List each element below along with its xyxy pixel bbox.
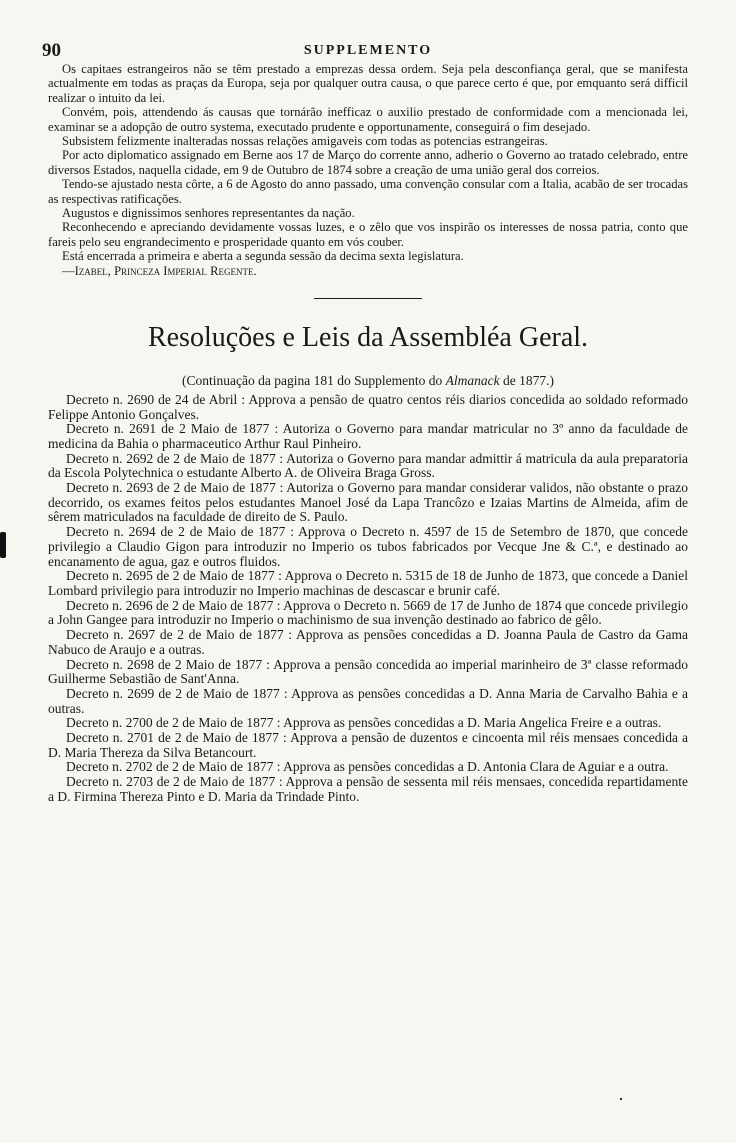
decree-entry: Decreto n. 2696 de 2 de Maio de 1877 : Approva o Decreto n. 5669 de 17 de Junho de 1874 que concede privilegio a John Gangee para introduzir no Imperio o machinismo de sua invenção destinado ao fabrico de gêlo.: [48, 597, 688, 628]
decree-entry: Decreto n. 2693 de 2 de Maio de 1877 : Autoriza o Governo para mandar considerar validos, não obstante o prazo decorrido, os exames feitos pelos estudantes Manoel José da Lapa Trancôzo e Izaias Martins de Almeida, afim de sêrem matriculados na faculdade de direito de S. Paulo.: [48, 480, 688, 525]
decree-entry: Decreto n. 2690 de 24 de Abril : Approva a pensão de quatro centos réis diarios concedida ao soldado reformado Felippe Antonio Gonçalves.: [48, 391, 688, 422]
signature: Izabel, Princeza Imperial Regente.: [74, 263, 257, 278]
signature-line: [48, 264, 688, 278]
decree-entry: Decreto n. 2691 de 2 Maio de 1877 : Autoriza o Governo para mandar matricular no 3º anno da faculdade de medicina da Bahia o pharmaceutico Arthur Raul Pinheiro.: [48, 421, 688, 451]
decree-entry: Decreto n. 2692 de 2 de Maio de 1877 : Autoriza o Governo para mandar admittir á matricula da aula preparatoria da Escola Polytechnica o estudante Alberto A. de Oliveira Braga Gross.: [48, 450, 688, 481]
margin-ink-mark: [0, 532, 6, 558]
speech-paragraph: Subsistem felizmente inalteradas nossas relações amigaveis com todas as potencias estrangeiras.: [62, 134, 548, 149]
continuation-work: Almanack: [445, 372, 500, 388]
decree-entry: Decreto n. 2700 de 2 de Maio de 1877 : Approva as pensões concedidas a D. Maria Angelica Freire e a outras.: [66, 715, 662, 731]
speech-paragraph: Augustos e dignissimos senhores representantes da nação.: [62, 206, 355, 221]
speech-paragraph: Por acto diplomatico assignado em Berne aos 17 de Março do corrente anno, adherio o Governo ao tratado celebrado, entre diversos Estados, naquella cidade, em 9 de Outubro de 1874 sobre a creação de uma união geral dos correios.: [48, 148, 688, 177]
speech-paragraph: Tendo-se ajustado nesta côrte, a 6 de Agosto do anno passado, uma convenção consular com a Italia, acabão de ser trocadas as respectivas ratificações.: [48, 177, 688, 206]
section-divider: [314, 298, 422, 299]
decree-entry: Decreto n. 2697 de 2 de Maio de 1877 : Approva as pensões concedidas a D. Joanna Paula de Castro da Gama Nabuco de Araujo e a outras.: [48, 627, 688, 657]
decree-entry: Decreto n. 2699 de 2 de Maio de 1877 : Approva as pensões concedidas a D. Anna Maria de Carvalho Bahia e a outras.: [48, 685, 688, 716]
speech-paragraph: Os capitaes estrangeiros não se têm prestado a emprezas dessa ordem. Seja pela desconfiança geral, que se manifesta actualmente em todas as praças da Europa, seja por qualquer outra causa, o que parece certo é que, por emquanto será difficil realizar o intuito da lei.: [48, 62, 688, 105]
signature-dash: —: [62, 263, 75, 278]
decree-list: [48, 393, 688, 805]
speech-paragraph: Convém, pois, attendendo ás causas que tornárão inefficaz o auxilio prestado de conformidade com a mencionada lei, examinar se a adopção de outro systema, executado prudente e opportunamente, conseguirá o fim desejado.: [48, 105, 688, 134]
speech-paragraph: Reconhecendo e apreciando devidamente vossas luzes, e o zêlo que vos inspirão os interesses de nossa patria, conto que fareis pelo seu engrandecimento e prosperidade quanto em vós couber.: [48, 220, 688, 249]
decree-entry: Decreto n. 2701 de 2 de Maio de 1877 : Approva a pensão de duzentos e cincoenta mil réis mensaes concedida a D. Maria Thereza da Silva Betancourt.: [48, 730, 688, 760]
continuation-note: [48, 373, 688, 389]
decree-entry: Decreto n. 2702 de 2 de Maio de 1877 : Approva as pensões concedidas a D. Antonia Clara de Aguiar e a outra.: [66, 759, 669, 775]
continuation-suffix: de 1877.): [502, 372, 554, 388]
page-header: [42, 40, 688, 62]
decree-entry: Decreto n. 2695 de 2 de Maio de 1877 : Approva o Decreto n. 5315 de 18 de Junho de 1873, que concede a Daniel Lombard privilegio para introduzir no Imperio machinas de descascar e brunir café.: [48, 568, 688, 598]
running-head: SUPPLEMENTO: [303, 43, 433, 58]
decree-entry: Decreto n. 2694 de 2 de Maio de 1877 : Approva o Decreto n. 4597 de 15 de Setembro de 1870, que concede privilegio a Claudio Gigon para introduzir no Imperio os tubos fabricados por Vecque Jne & C.ª, e destinado ao encanamento de agua, gaz e outros fluidos.: [48, 524, 688, 569]
decree-entry: Decreto n. 2698 de 2 Maio de 1877 : Approva a pensão concedida ao imperial marinheiro de 3ª classe reformado Guilherme Sebastião de Sant'Anna.: [48, 656, 688, 687]
imperial-speech: [48, 62, 688, 278]
decree-entry: Decreto n. 2703 de 2 de Maio de 1877 : Approva a pensão de sessenta mil réis mensaes, concedida repartidamente a D. Firmina Thereza Pinto e D. Maria da Trindade Pinto.: [48, 774, 688, 804]
continuation-prefix: (Continuação da pagina 181 do Supplemento do: [182, 372, 443, 388]
section-title: Resoluções e Leis da Assembléa Geral.: [147, 322, 589, 354]
page-body: [42, 40, 688, 805]
paper-speck: [620, 1098, 622, 1100]
speech-paragraph: Está encerrada a primeira e aberta a segunda sessão da decima sexta legislatura.: [62, 249, 464, 264]
page-number: 90: [42, 40, 61, 61]
